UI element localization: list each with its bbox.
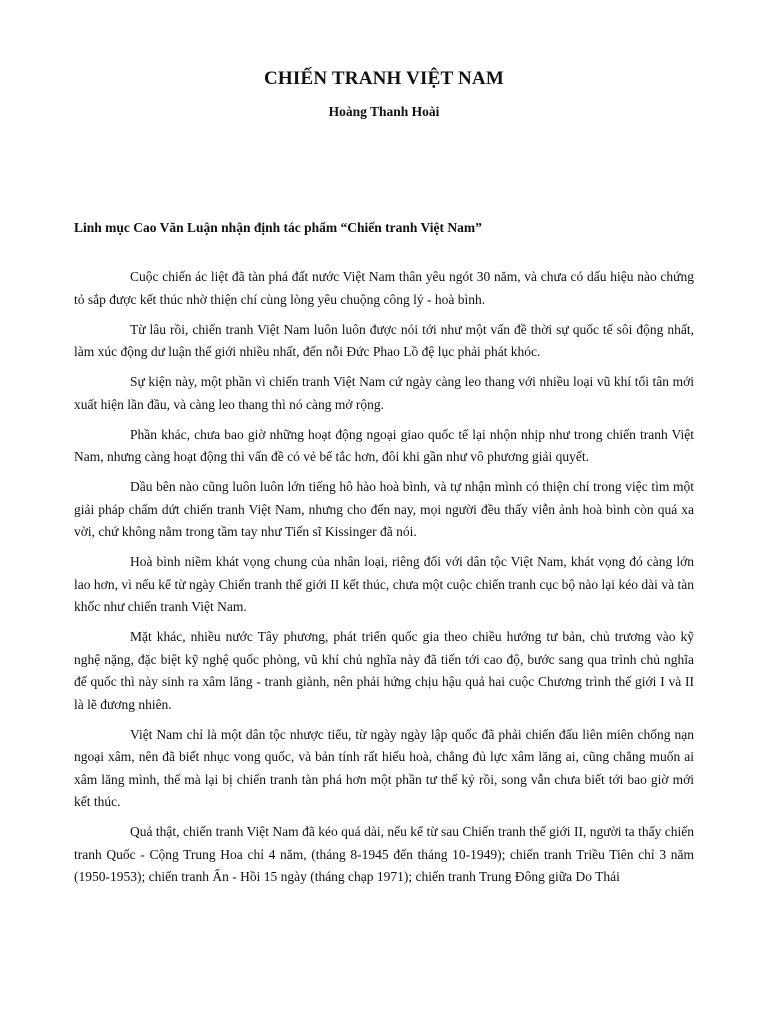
paragraph: Cuộc chiến ác liệt đã tàn phá đất nước Việt Nam thân yêu ngót 30 năm, và chưa có dấu hiệu nào chứng tỏ sắp được kết thúc nhờ thiện chí cùng lòng yêu chuộng công lý - hoà bình. [74,269,694,307]
paragraph: Phần khác, chưa bao giờ những hoạt động ngoại giao quốc tế lại nhộn nhịp như trong chiến tranh Việt Nam, nhưng càng hoạt động thì vấn đề có vẻ bế tắc hơn, đôi khi gần như vô phương giải quyết. [74,426,694,464]
paragraph: Việt Nam chỉ là một dân tộc nhược tiểu, từ ngày ngày lập quốc đã phải chiến đấu liên miên chống nạn ngoại xâm, nên đã biết nhục vong quốc, và bản tính rất hiếu hoà, chẳng đủ lực xâm lăng ai, cũng chẳng muốn ai xâm lăng mình, thế mà lại bị chiến tranh tàn phá hơn một phần tư thế kỷ rồi, song vẫn chưa biết tới bao giờ mới kết thúc. [74,726,694,809]
paragraph: Quả thật, chiến tranh Việt Nam đã kéo quá dài, nếu kể từ sau Chiến tranh thế giới II, người ta thấy chiến tranh Quốc - Cộng Trung Hoa chỉ 4 năm, (tháng 8-1945 đến tháng 10-1949); chiến tranh Triều Tiên chỉ 3 năm (1950-1953); chiến tranh Ấn - Hồi 15 ngày (tháng chạp 1971); chiến tranh Trung Đông giữa Do Thái [74,824,694,884]
document-title: CHIẾN TRANH VIỆT NAM [264,68,504,89]
document-body [74,266,694,889]
paragraph: Từ lâu rồi, chiến tranh Việt Nam luôn luôn được nói tới như một vấn đề thời sự quốc tế sôi động nhất, làm xúc động dư luận thế giới nhiều nhất, đến nỗi Đức Phao Lồ đệ lục phải phát khóc. [74,321,694,359]
section-heading: Linh mục Cao Văn Luận nhận định tác phẩm “Chiến tranh Việt Nam” [74,220,482,235]
paragraph: Sự kiện này, một phần vì chiến tranh Việt Nam cứ ngày càng leo thang với nhiều loại vũ khí tối tân mới xuất hiện lần đầu, và càng leo thang thì nó càng mở rộng. [74,374,694,412]
document-author: Hoàng Thanh Hoài [328,104,440,119]
paragraph: Dầu bên nào cũng luôn luôn lớn tiếng hô hào hoà bình, và tự nhận mình có thiện chí trong việc tìm một giải pháp chấm dứt chiến tranh Việt Nam, nhưng cho đến nay, mọi người đều thấy viễn ảnh hoà bình còn quá xa vời, chứ không nằm trong tầm tay như Tiến sĩ Kissinger đã nói. [74,479,694,539]
paragraph: Hoà bình niềm khát vọng chung của nhân loại, riêng đối với dân tộc Việt Nam, khát vọng đó càng lớn lao hơn, vì nếu kể từ ngày Chiến tranh thế giới II kết thúc, chưa một cuộc chiến tranh cục bộ nào lại kéo dài và tàn khốc như chiến tranh Việt Nam. [74,554,694,614]
paragraph: Mặt khác, nhiều nước Tây phương, phát triển quốc gia theo chiều hướng tư bản, chủ trương vào kỹ nghệ nặng, đặc biệt kỹ nghệ quốc phòng, vũ khí chủ nghĩa này đã tiến tới cao độ, bước sang qua trình chủ nghĩa đế quốc thì này sinh ra xâm lăng - tranh giành, nên phải hứng chịu hậu quả hai cuộc Chương trình thế giới I và II là lẽ đương nhiên. [74,629,694,712]
